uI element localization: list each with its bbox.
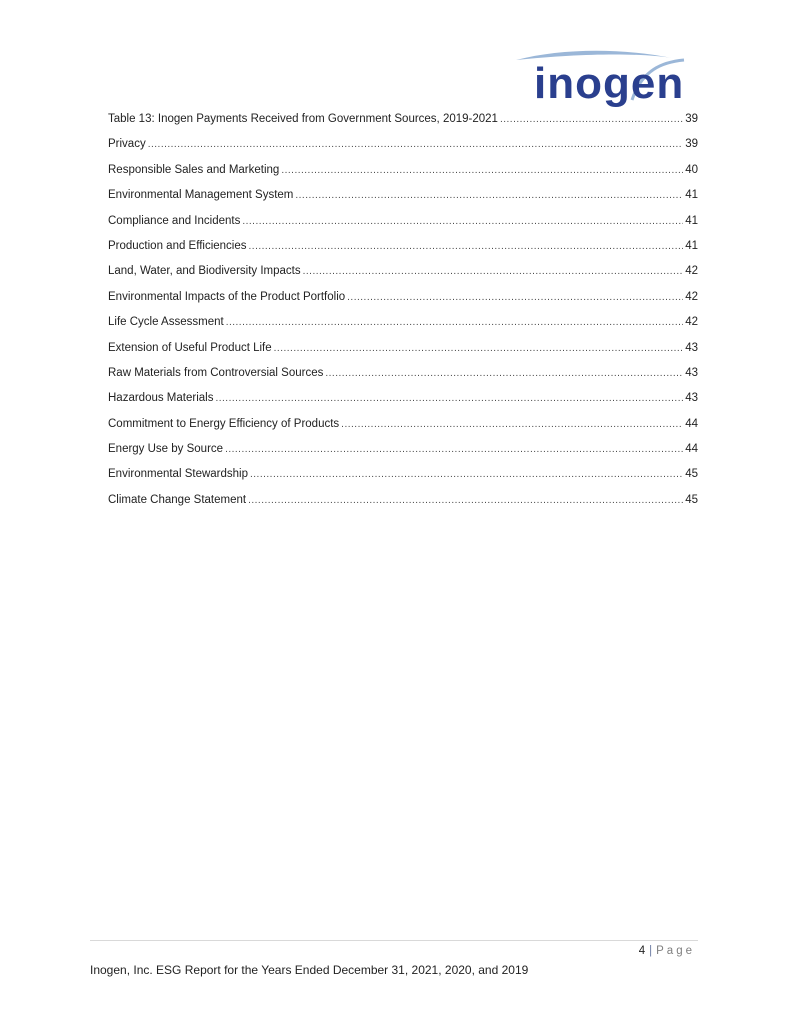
toc-entry-page[interactable]: 45: [685, 468, 698, 481]
table-of-contents: [108, 113, 698, 519]
toc-entry[interactable]: [108, 189, 698, 214]
inogen-logo: [512, 50, 702, 118]
toc-entry-title[interactable]: Environmental Impacts of the Product Portfolio: [108, 290, 346, 303]
toc-entry-page[interactable]: 40: [685, 163, 698, 176]
logo-wordmark: inogen: [534, 59, 685, 108]
toc-dot-leader: [295, 190, 683, 201]
toc-entry-page[interactable]: 44: [685, 417, 698, 430]
toc-entry[interactable]: [108, 443, 698, 468]
toc-entry[interactable]: [108, 240, 698, 265]
toc-entry-title[interactable]: Production and Efficiencies: [108, 239, 247, 252]
toc-entry-page[interactable]: 41: [685, 189, 698, 202]
toc-entry-page[interactable]: 42: [685, 290, 698, 303]
toc-entry-title[interactable]: Compliance and Incidents: [108, 214, 241, 227]
toc-entry-page[interactable]: 42: [685, 316, 698, 329]
toc-dot-leader: [341, 419, 683, 430]
toc-entry[interactable]: [108, 215, 698, 240]
toc-entry-page[interactable]: 45: [685, 493, 698, 506]
toc-dot-leader: [226, 317, 684, 328]
toc-dot-leader: [250, 469, 683, 480]
page-separator: |: [649, 945, 653, 957]
toc-entry[interactable]: [108, 316, 698, 341]
page-number-label: [639, 945, 695, 957]
toc-entry[interactable]: [108, 164, 698, 189]
toc-entry-page[interactable]: 43: [685, 366, 698, 379]
toc-entry-title[interactable]: Extension of Useful Product Life: [108, 341, 272, 354]
toc-entry-title[interactable]: Raw Materials from Controversial Sources: [108, 366, 324, 379]
toc-entry-page[interactable]: 41: [685, 214, 698, 227]
footer-divider: [90, 940, 698, 941]
toc-entry[interactable]: [108, 468, 698, 493]
toc-entry-page[interactable]: 42: [685, 265, 698, 278]
toc-entry[interactable]: [108, 138, 698, 163]
toc-entry[interactable]: [108, 265, 698, 290]
toc-dot-leader: [347, 292, 683, 303]
toc-entry[interactable]: [108, 113, 698, 138]
toc-entry[interactable]: [108, 494, 698, 519]
toc-entry[interactable]: [108, 392, 698, 417]
toc-entry-title[interactable]: Commitment to Energy Efficiency of Products: [108, 417, 340, 430]
footer-report-title: Inogen, Inc. ESG Report for the Years Ended December 31, 2021, 2020, and 2019: [90, 963, 529, 977]
toc-entry[interactable]: [108, 367, 698, 392]
toc-entry-page[interactable]: 43: [685, 341, 698, 354]
toc-entry-page[interactable]: 43: [685, 392, 698, 405]
toc-entry[interactable]: [108, 342, 698, 367]
toc-entry-title[interactable]: Responsible Sales and Marketing: [108, 163, 280, 176]
toc-dot-leader: [500, 114, 683, 125]
toc-entry-page[interactable]: 41: [685, 239, 698, 252]
toc-entry-title[interactable]: Table 13: Inogen Payments Received from Government Sources, 2019-2021: [108, 113, 498, 125]
toc-dot-leader: [325, 368, 683, 379]
page-word: Page: [656, 945, 695, 957]
toc-dot-leader: [148, 139, 684, 150]
toc-entry-title[interactable]: Environmental Management System: [108, 189, 294, 202]
toc-dot-leader: [303, 266, 684, 277]
toc-dot-leader: [242, 216, 683, 227]
toc-entry[interactable]: [108, 418, 698, 443]
page-number: 4: [638, 945, 646, 957]
toc-entry[interactable]: [108, 291, 698, 316]
toc-entry-title[interactable]: Hazardous Materials: [108, 392, 214, 405]
toc-dot-leader: [281, 165, 683, 176]
toc-entry-page[interactable]: 44: [685, 443, 698, 456]
toc-entry-page[interactable]: 39: [685, 138, 698, 151]
toc-entry-page[interactable]: 39: [685, 113, 698, 125]
toc-entry-title[interactable]: Privacy: [108, 138, 146, 151]
toc-dot-leader: [248, 495, 683, 506]
toc-entry-title[interactable]: Environmental Stewardship: [108, 468, 248, 481]
toc-dot-leader: [225, 444, 683, 455]
toc-dot-leader: [215, 393, 683, 404]
toc-dot-leader: [274, 343, 684, 354]
toc-dot-leader: [249, 241, 684, 252]
toc-entry-title[interactable]: Land, Water, and Biodiversity Impacts: [108, 265, 301, 278]
toc-entry-title[interactable]: Energy Use by Source: [108, 443, 224, 456]
toc-entry-title[interactable]: Life Cycle Assessment: [108, 316, 224, 329]
toc-entry-title[interactable]: Climate Change Statement: [108, 493, 247, 506]
